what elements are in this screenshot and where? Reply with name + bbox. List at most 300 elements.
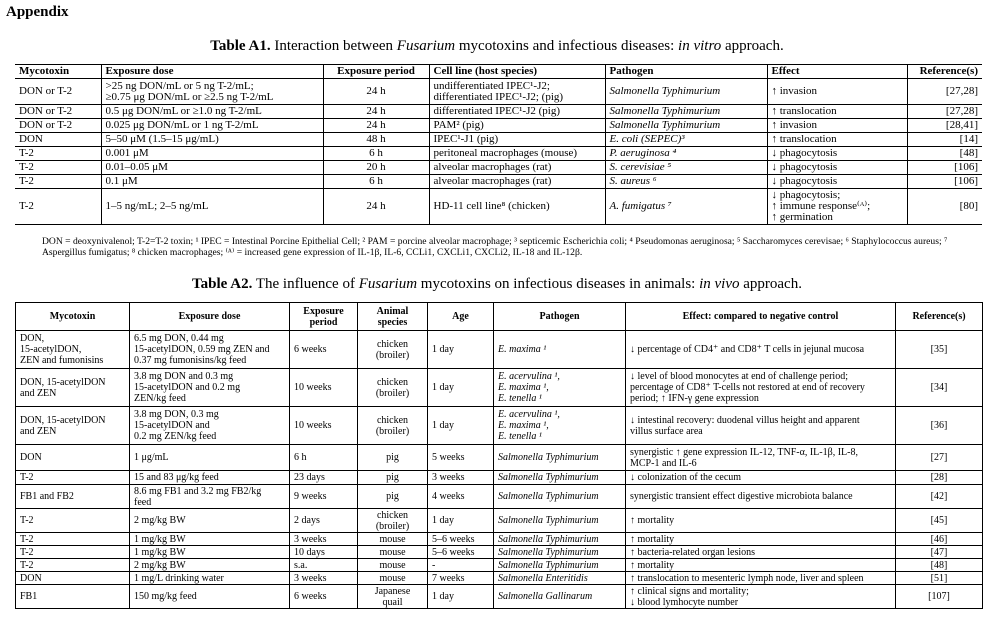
mycotoxin-cell [16,471,130,485]
cell-line: S. aureus ⁶ [609,175,657,187]
reference-cell: [106] [907,175,982,189]
cell-line: 15-acetylDON, [20,344,82,355]
table-row [15,175,982,189]
exposure-period-cell: 10 weeks [290,407,358,445]
reference-cell: [48] [907,147,982,161]
cell-line: T-2 [20,533,34,545]
cell-line: synergistic transient effect digestive microbiota balance [630,491,853,502]
cell-line-cell [429,175,605,189]
cell-line: PAM² (pig) [433,119,484,131]
pathogen-cell [605,147,767,161]
table-row [16,585,983,609]
effect-cell [626,585,896,609]
cell-line: E. tenella ¹ [498,431,542,442]
animal-species-cell [358,533,428,546]
cell-line: ↑ invasion [771,85,818,97]
reference-cell: [28] [896,471,983,485]
cell-line: mouse [379,533,406,545]
cell-line: 15-acetylDON, 0.59 mg ZEN and [134,344,270,355]
exposure-dose-cell [130,445,290,471]
animal-species-cell [358,509,428,533]
cell-line: 0.2 mg ZEN/kg feed [134,431,217,442]
cell-line: chicken [376,414,409,426]
caption-text: mycotoxins on infectious diseases in animals: [417,276,700,292]
cell-line: 3.8 mg DON and 0.3 mg [134,371,234,382]
cell-line: 0.001 μM [105,147,149,159]
pathogen-cell [605,175,767,189]
table-row [16,331,983,369]
effect-cell [626,546,896,559]
cell-line: ↑ mortality [630,559,675,571]
age-cell: 1 day [428,407,494,445]
exposure-dose-cell [130,533,290,546]
cell-line: quail [382,596,403,608]
exposure-dose-cell [101,161,323,175]
cell-line: and ZEN [20,387,57,399]
cell-line: period; ↑ IFN-γ gene expression [630,393,759,404]
pathogen-cell [494,407,626,445]
exposure-period-cell: 24 h [323,119,429,133]
cell-line: ↑ mortality [630,515,675,526]
caption-text: approach. [739,276,802,292]
cell-line: ↓ blood lymhocyte number [630,596,739,608]
cell-line: Salmonella Typhimurium [498,491,599,502]
cell-line: Japanese [374,585,411,597]
exposure-dose-cell [130,471,290,485]
cell-line: chicken [376,509,409,521]
table-row [15,147,982,161]
cell-line: DON [20,452,42,463]
effect-cell [767,147,907,161]
effect-cell [767,189,907,225]
pathogen-cell [494,546,626,559]
exposure-dose-cell [130,559,290,572]
exposure-dose-cell [101,79,323,105]
table-a1-caption [0,38,994,55]
cell-line: Salmonella Typhimurium [609,105,721,117]
animal-species-cell [358,445,428,471]
effect-cell [767,105,907,119]
cell-line: undifferentiated IPEC¹-J2; [433,79,550,92]
cell-line: E. maxima ¹ [498,344,547,355]
effect-cell [626,572,896,585]
exposure-dose-cell [101,147,323,161]
cell-line: 0.1 μM [105,175,138,187]
reference-cell: [28,41] [907,119,982,133]
cell-line: ↓ phagocytosis; [771,189,841,201]
column-header: Exposure period [290,303,358,331]
animal-species-cell [358,559,428,572]
cell-line: alveolar macrophages (rat) [433,175,552,187]
cell-line: T-2 [20,515,34,526]
pathogen-cell [605,161,767,175]
column-header: Exposure period [323,65,429,79]
cell-line: ↑ translocation to mesenteric lymph node, liver and spleen [630,572,864,584]
column-header: Effect [767,65,907,79]
cell-line: (broiler) [375,349,410,361]
cell-line: Salmonella Typhimurium [498,515,599,526]
mycotoxin-cell [16,572,130,585]
pathogen-cell [494,471,626,485]
cell-line: 1 μg/mL [134,452,169,463]
exposure-dose-cell [130,509,290,533]
table-row [15,119,982,133]
column-header: Animal species [358,303,428,331]
cell-line: 1–5 ng/mL; 2–5 ng/mL [105,200,209,212]
reference-cell: [51] [896,572,983,585]
cell-line: peritoneal macrophages (mouse) [433,147,578,159]
cell-line: 0.5 μg DON/mL or ≥1.0 ng T-2/mL [105,105,262,117]
exposure-period-cell: 24 h [323,105,429,119]
pathogen-cell [494,445,626,471]
cell-line: DON, 15-acetylDON [20,376,106,388]
animal-species-cell [358,407,428,445]
exposure-dose-cell [130,572,290,585]
table-header-row [16,303,983,331]
cell-line: pig [386,452,399,463]
cell-line: Salmonella Typhimurium [498,472,599,483]
table-row [16,485,983,509]
cell-line: 3.8 mg DON, 0.3 mg [134,409,219,420]
cell-line: DON, [20,333,45,344]
table-row [16,509,983,533]
age-cell: - [428,559,494,572]
column-header: Exposure dose [101,65,323,79]
cell-line: E. acervulina ¹, [498,371,560,382]
cell-line: T-2 [20,472,34,483]
cell-line: and ZEN [20,425,57,437]
animal-species-cell [358,331,428,369]
reference-cell: [27] [896,445,983,471]
cell-line: ↓ phagocytosis [771,161,838,173]
pathogen-cell [494,509,626,533]
exposure-period-cell: 6 weeks [290,585,358,609]
caption-italic: Fusarium [396,38,456,54]
cell-line: alveolar macrophages (rat) [433,161,552,173]
cell-line: ↓ percentage of CD4⁺ and CD8⁺ T cells in jejunal mucosa [630,344,865,355]
cell-line: percentage of CD8⁺ T-cells not restored at end of recovery [630,382,865,393]
cell-line: ↑ germination [771,211,833,223]
cell-line: Salmonella Typhimurium [498,546,599,558]
reference-cell: [107] [896,585,983,609]
cell-line: IPEC¹-J1 (pig) [433,133,499,145]
cell-line: feed [134,496,152,508]
cell-line: ↓ phagocytosis [771,147,838,159]
exposure-dose-cell [101,105,323,119]
cell-line: (broiler) [375,387,410,399]
column-header: Effect: compared to negative control [626,303,896,331]
reference-cell: [36] [896,407,983,445]
cell-line: DON, 15-acetylDON [20,414,106,426]
cell-line: ↑ bacteria-related organ lesions [630,546,756,558]
table-row [16,559,983,572]
cell-line: ZEN/kg feed [134,393,186,404]
cell-line: differentiated IPEC¹-J2; (pig) [433,90,564,103]
caption-italic: Fusarium [358,276,418,292]
reference-cell: [14] [907,133,982,147]
exposure-period-cell: 2 days [290,509,358,533]
table-a1 [15,64,982,225]
animal-species-cell [358,572,428,585]
animal-species-cell [358,546,428,559]
effect-cell [767,161,907,175]
cell-line: chicken [376,338,409,350]
cell-line: villus surface area [630,425,703,437]
exposure-dose-cell [130,485,290,509]
cell-line: Salmonella Typhimurium [498,559,599,571]
cell-line: 6.5 mg DON, 0.44 mg [134,333,224,344]
cell-line: FB1 [20,591,38,602]
cell-line: 0.01–0.05 μM [105,161,168,173]
caption-italic: in vivo [699,276,740,292]
mycotoxin-cell [16,533,130,546]
column-header: Pathogen [494,303,626,331]
cell-line-cell [429,119,605,133]
cell-line: 15-acetylDON and [134,420,210,431]
exposure-period-cell: 3 weeks [290,572,358,585]
cell-line: ↑ mortality [630,533,675,545]
pathogen-cell [605,133,767,147]
reference-cell: [35] [896,331,983,369]
cell-line-cell [429,133,605,147]
table-a2 [15,302,983,609]
cell-line: differentiated IPEC¹-J2 (pig) [433,105,561,117]
cell-line: Salmonella Typhimurium [498,533,599,545]
cell-line: 1 mg/L drinking water [134,572,224,584]
cell-line: ≥0.75 μg DON/mL or ≥2.5 ng T-2/mL [105,90,274,103]
mycotoxin-cell: DON or T-2 [15,105,101,119]
cell-line: MCP-1 and IL-6 [630,457,697,469]
table-row [15,133,982,147]
mycotoxin-cell: T-2 [15,189,101,225]
table-row [15,79,982,105]
cell-line: ↓ colonization of the cecum [630,472,742,483]
effect-cell [626,471,896,485]
cell-line: 5–50 μM (1.5–15 μg/mL) [105,133,219,145]
cell-line: ↓ level of blood monocytes at end of challenge period; [630,371,848,382]
mycotoxin-cell [16,445,130,471]
cell-line: Salmonella Typhimurium [609,85,721,97]
cell-line: 15 and 83 μg/kg feed [134,472,219,483]
age-cell: 4 weeks [428,485,494,509]
cell-line: A. fumigatus ⁷ [609,200,672,212]
reference-cell: [42] [896,485,983,509]
effect-cell [626,533,896,546]
cell-line-cell [429,161,605,175]
pathogen-cell [494,533,626,546]
mycotoxin-cell [16,407,130,445]
column-header: Mycotoxin [16,303,130,331]
cell-line: T-2 [20,546,34,558]
cell-line: pig [386,472,399,483]
exposure-period-cell: 9 weeks [290,485,358,509]
cell-line: E. coli (SEPEC)³ [609,133,685,145]
cell-line: Salmonella Gallinarum [498,591,593,602]
cell-line: 15-acetylDON and 0.2 mg [134,382,241,393]
reference-cell: [45] [896,509,983,533]
cell-line: 8.6 mg FB1 and 3.2 mg FB2/kg [134,485,262,497]
mycotoxin-cell: T-2 [15,175,101,189]
cell-line-cell [429,79,605,105]
effect-cell [626,369,896,407]
cell-line: 2 mg/kg BW [134,559,186,571]
mycotoxin-cell [16,546,130,559]
cell-line: ↑ invasion [771,119,818,131]
exposure-period-cell: 10 weeks [290,369,358,407]
cell-line: ↑ translocation [771,105,837,117]
effect-cell [626,485,896,509]
cell-line: 1 mg/kg BW [134,533,186,545]
exposure-dose-cell [130,585,290,609]
cell-line: mouse [379,572,406,584]
age-cell: 3 weeks [428,471,494,485]
caption-text: approach. [721,38,784,54]
pathogen-cell [605,79,767,105]
exposure-period-cell: 10 days [290,546,358,559]
cell-line: 150 mg/kg feed [134,591,197,602]
reference-cell: [34] [896,369,983,407]
pathogen-cell [494,485,626,509]
exposure-period-cell: s.a. [290,559,358,572]
cell-line: E. maxima ¹, [498,420,549,431]
mycotoxin-cell: DON or T-2 [15,79,101,105]
pathogen-cell [605,189,767,225]
mycotoxin-cell [16,509,130,533]
effect-cell [767,79,907,105]
cell-line: 2 mg/kg BW [134,515,186,526]
mycotoxin-cell [16,331,130,369]
effect-cell [626,445,896,471]
column-header: Reference(s) [907,65,982,79]
cell-line: ZEN and fumonisins [20,355,104,366]
table-a2-label: Table A2. [192,276,253,292]
age-cell: 5–6 weeks [428,533,494,546]
exposure-period-cell: 6 h [323,175,429,189]
mycotoxin-cell [16,369,130,407]
cell-line: Salmonella Typhimurium [609,119,721,131]
exposure-period-cell: 6 h [290,445,358,471]
exposure-dose-cell [130,369,290,407]
exposure-period-cell: 20 h [323,161,429,175]
table-header-row [15,65,982,79]
table-a1-label: Table A1. [210,38,271,54]
cell-line: ↑ clinical signs and mortality; [630,585,749,597]
cell-line: >25 ng DON/mL or 5 ng T-2/mL; [105,79,254,92]
cell-line: (broiler) [375,425,410,437]
cell-line: E. tenella ¹ [498,393,542,404]
column-header: Cell line (host species) [429,65,605,79]
cell-line: mouse [379,546,406,558]
reference-cell: [47] [896,546,983,559]
age-cell: 7 weeks [428,572,494,585]
cell-line: (broiler) [375,520,410,532]
effect-cell [626,559,896,572]
pathogen-cell [494,331,626,369]
animal-species-cell [358,471,428,485]
cell-line: FB1 and FB2 [20,491,74,502]
cell-line-cell [429,105,605,119]
mycotoxin-cell: T-2 [15,147,101,161]
caption-text: Interaction between [274,38,397,54]
cell-line: Salmonella Enteritidis [498,572,588,584]
exposure-period-cell: 48 h [323,133,429,147]
reference-cell: [46] [896,533,983,546]
table-a2-caption [0,276,994,293]
cell-line: 0.025 μg DON/mL or 1 ng T-2/mL [105,119,259,131]
age-cell: 1 day [428,509,494,533]
exposure-period-cell: 23 days [290,471,358,485]
exposure-dose-cell [130,407,290,445]
cell-line: T-2 [20,559,34,571]
age-cell: 1 day [428,369,494,407]
column-header: Mycotoxin [15,65,101,79]
effect-cell [626,407,896,445]
age-cell: 1 day [428,331,494,369]
appendix-heading: Appendix [6,4,69,20]
animal-species-cell [358,585,428,609]
cell-line: ↑ immune response⁽ᴬ⁾; [771,200,871,212]
mycotoxin-cell [16,485,130,509]
exposure-period-cell: 24 h [323,79,429,105]
effect-cell [767,133,907,147]
cell-line: chicken [376,376,409,388]
pathogen-cell [494,572,626,585]
cell-line: DON [20,572,42,584]
cell-line: pig [386,491,399,502]
exposure-period-cell: 24 h [323,189,429,225]
animal-species-cell [358,369,428,407]
cell-line: ↓ phagocytosis [771,175,838,187]
cell-line: ↓ intestinal recovery: duodenal villus height and apparent [630,414,860,426]
column-header: Age [428,303,494,331]
exposure-period-cell: 6 weeks [290,331,358,369]
column-header: Exposure dose [130,303,290,331]
caption-text: mycotoxins and infectious diseases: [455,38,679,54]
table-row [16,471,983,485]
mycotoxin-cell: DON [15,133,101,147]
table-row [16,546,983,559]
reference-cell: [80] [907,189,982,225]
reference-cell: [48] [896,559,983,572]
cell-line-cell [429,147,605,161]
pathogen-cell [494,585,626,609]
cell-line: synergistic ↑ gene expression IL-12, TNF-α, IL-1β, IL-8, [630,446,858,458]
exposure-dose-cell [101,175,323,189]
pathogen-cell [494,559,626,572]
effect-cell [626,509,896,533]
pathogen-cell [605,119,767,133]
table-row [16,572,983,585]
mycotoxin-cell [16,559,130,572]
cell-line: mouse [379,559,406,571]
mycotoxin-cell: DON or T-2 [15,119,101,133]
cell-line: ↑ translocation [771,133,837,145]
cell-line: 0.37 mg fumonisins/kg feed [134,355,247,366]
animal-species-cell [358,485,428,509]
table-row [16,369,983,407]
age-cell: 5–6 weeks [428,546,494,559]
effect-cell [767,119,907,133]
cell-line: E. maxima ¹, [498,382,549,393]
caption-text: The influence of [255,276,359,292]
table-a1-footnote: DON = deoxynivalenol; T-2=T-2 toxin; ¹ IPEC = Intestinal Porcine Epithelial Cell; ² PAM = porcine alveolar macrophage; ³ septicemic Escherichia coli; ⁴ Pseudomonas aeruginosa; ⁵ Saccharomyces cerevisae; ⁶ Staphylococcus aureus; ⁷ Aspergillus fumigatus; ⁸ chicken macrophages; ⁽ᴬ⁾ = increased gene expression of IL-1β, IL-6, CCLi1, CXCLi1, CXCLi2, IL-18 and IL-12β. [42,236,948,258]
age-cell: 1 day [428,585,494,609]
effect-cell [767,175,907,189]
column-header: Reference(s) [896,303,983,331]
mycotoxin-cell [16,585,130,609]
cell-line: E. acervulina ¹, [498,409,560,420]
exposure-dose-cell [101,119,323,133]
